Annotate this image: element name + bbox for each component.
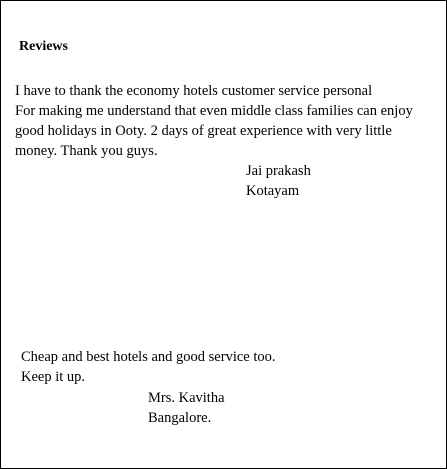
review-location: Bangalore. <box>148 410 212 426</box>
review-location: Kotayam <box>246 183 300 199</box>
review-line: I have to thank the economy hotels customer service personal <box>15 83 373 99</box>
reviews-heading: Reviews <box>19 39 68 54</box>
review-author: Jai prakash <box>246 163 311 179</box>
review-line: Cheap and best hotels and good service too. <box>21 349 276 365</box>
review-line: For making me understand that even middle class families can enjoy <box>15 103 413 119</box>
review-line: money. Thank you guys. <box>15 143 158 159</box>
review-author: Mrs. Kavitha <box>148 390 225 406</box>
review-text <box>21 347 276 387</box>
review-line: Keep it up. <box>21 369 86 385</box>
review-line: good holidays in Ooty. 2 days of great experience with very little <box>15 123 392 139</box>
review-text <box>15 81 440 161</box>
